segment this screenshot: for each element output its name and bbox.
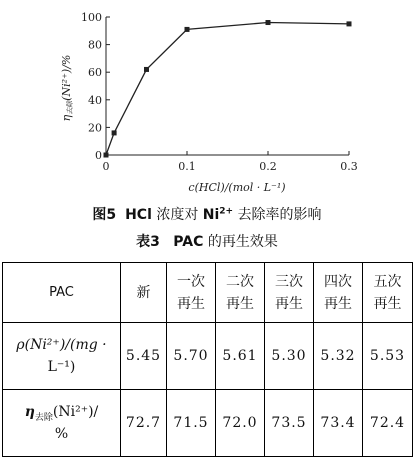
table-cell: 5.45 xyxy=(121,323,167,389)
row-label-removal-rate: $\eta_{去除}(Ni^{2+})/$ % xyxy=(3,389,121,456)
header-cell-regen-4: 四次 再生 xyxy=(314,263,363,323)
x-tick-label: 0 xyxy=(102,160,110,173)
header-cell-new: 新 xyxy=(121,263,167,323)
header-cell-regen-5: 五次 再生 xyxy=(363,263,413,323)
table-cell: 73.4 xyxy=(314,389,363,456)
x-tick-label: 0.2 xyxy=(259,160,277,173)
y-tick-label: 20 xyxy=(88,121,102,135)
table-cell: 5.61 xyxy=(216,323,265,389)
table-cell: 72.4 xyxy=(363,389,413,456)
chart-axes xyxy=(106,17,349,155)
y-tick-label: 0 xyxy=(95,149,102,162)
table-cell: 73.5 xyxy=(265,389,314,456)
table-cell: 5.30 xyxy=(265,323,314,389)
row-label-concentration: ρ(Ni²⁺)/(mg · L⁻¹) xyxy=(3,323,121,389)
table-row xyxy=(3,389,413,456)
data-point xyxy=(185,27,190,32)
y-tick-label: 100 xyxy=(81,11,102,24)
table-header-row xyxy=(3,263,413,323)
table-cell: 72.0 xyxy=(216,389,265,456)
header-cell-regen-1: 一次 再生 xyxy=(167,263,216,323)
data-point xyxy=(266,20,271,25)
data-point xyxy=(104,153,109,158)
x-tick-label: 0.1 xyxy=(178,160,196,173)
line-chart xyxy=(0,0,414,202)
x-tick-label: 0.3 xyxy=(340,160,358,173)
pac-regeneration-table xyxy=(2,262,413,457)
data-point xyxy=(112,130,117,135)
header-cell-pac: PAC xyxy=(3,263,121,323)
data-point xyxy=(347,21,352,26)
header-cell-regen-3: 三次 再生 xyxy=(265,263,314,323)
table-cell: 72.7 xyxy=(121,389,167,456)
y-axis-label: η去除(Ni²⁺)/% xyxy=(60,54,74,122)
chart-series xyxy=(104,20,352,157)
table-cell: 71.5 xyxy=(167,389,216,456)
x-axis-ticks xyxy=(103,151,358,173)
table-cell: 5.32 xyxy=(314,323,363,389)
y-tick-label: 60 xyxy=(88,66,102,80)
table-cell: 5.70 xyxy=(167,323,216,389)
table-row xyxy=(3,323,413,389)
figure-caption: 图5 HCl 浓度对 $Ni^{2+}$ 去除率的影响 xyxy=(92,206,322,223)
series-line xyxy=(106,23,349,156)
y-tick-label: 40 xyxy=(88,93,102,107)
table-caption: 表3 PAC 的再生效果 xyxy=(136,234,278,250)
table-cell: 5.53 xyxy=(363,323,413,389)
header-cell-regen-2: 二次 再生 xyxy=(216,263,265,323)
data-point xyxy=(144,67,149,72)
y-tick-label: 80 xyxy=(88,38,102,52)
x-axis-label: c(HCl)/(mol · L⁻¹) xyxy=(188,181,286,194)
